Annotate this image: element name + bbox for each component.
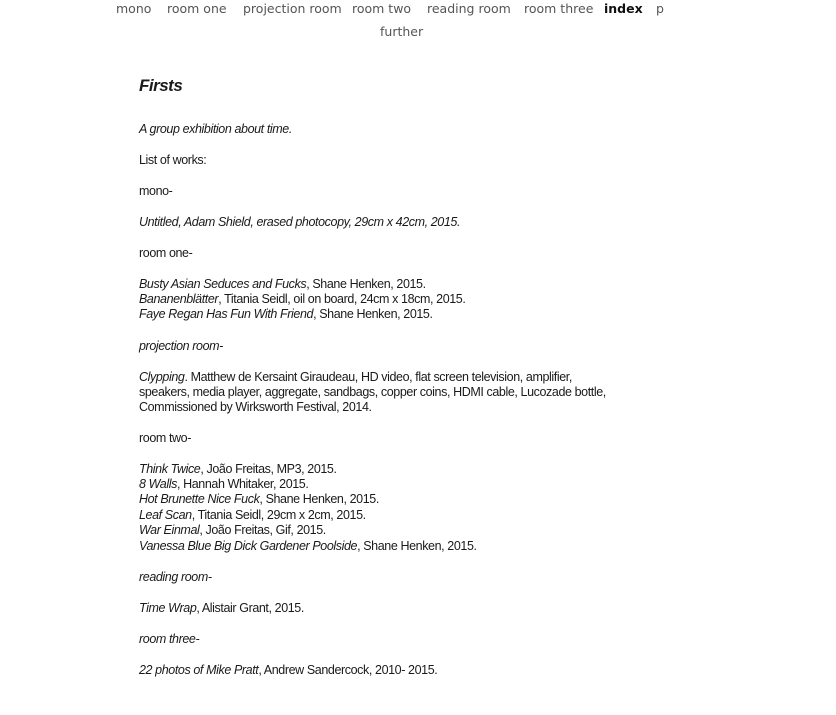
section-heading-room-one: room one- [139,246,193,260]
work-item: Bananenblätter, Titania Seidl, oil on board, 24cm x 18cm, 2015. [139,292,466,306]
nav-link-room-one[interactable]: room one [167,1,227,16]
section-heading-mono: mono- [139,184,173,198]
work-item: Time Wrap, Alistair Grant, 2015. [139,601,304,615]
work-item: Vanessa Blue Big Dick Gardener Poolside, Shane Henken, 2015. [139,539,477,553]
work-item: War Einmal, João Freitas, Gif, 2015. [139,523,326,537]
list-label: List of works: [139,153,207,167]
nav-link-projection-room[interactable]: projection room [243,1,342,16]
work-item: Faye Regan Has Fun With Friend, Shane Henken, 2015. [139,307,433,321]
nav-link-mono[interactable]: mono [116,1,152,16]
work-item: Hot Brunette Nice Fuck, Shane Henken, 2015. [139,492,379,506]
work-item: Clypping. Matthew de Kersaint Giraudeau, HD video, flat screen television, amplifier, [139,370,572,384]
work-item-continued: Commissioned by Wirksworth Festival, 2014. [139,400,372,414]
page-title: Firsts [139,76,183,95]
top-navigation [0,0,836,44]
nav-link-further[interactable]: further [380,24,424,39]
section-heading-reading-room: reading room- [139,570,212,584]
work-item: Think Twice, João Freitas, MP3, 2015. [139,462,337,476]
section-heading-room-two: room two- [139,431,191,445]
work-item: 22 photos of Mike Pratt, Andrew Sandercock, 2010- 2015. [139,663,438,677]
subtitle: A group exhibition about time. [139,122,292,136]
nav-row [0,0,664,22]
nav-link-index[interactable]: index [604,1,643,16]
nav-link-truncated[interactable]: p [656,1,664,16]
section-heading-room-three: room three- [139,632,200,646]
work-item: Untitled, Adam Shield, erased photocopy, 29cm x 42cm, 2015. [139,215,461,229]
work-item: Busty Asian Seduces and Fucks, Shane Henken, 2015. [139,277,426,291]
nav-link-room-two[interactable]: room two [352,1,412,16]
nav-link-reading-room[interactable]: reading room [427,1,511,16]
work-item-continued: speakers, media player, aggregate, sandbags, copper coins, HDMI cable, Lucozade bottle, [139,385,606,399]
work-item: Leaf Scan, Titania Seidl, 29cm x 2cm, 2015. [139,508,366,522]
nav-link-room-three[interactable]: room three [524,1,594,16]
work-item: 8 Walls, Hannah Whitaker, 2015. [139,477,309,491]
section-heading-projection-room: projection room- [139,339,223,353]
